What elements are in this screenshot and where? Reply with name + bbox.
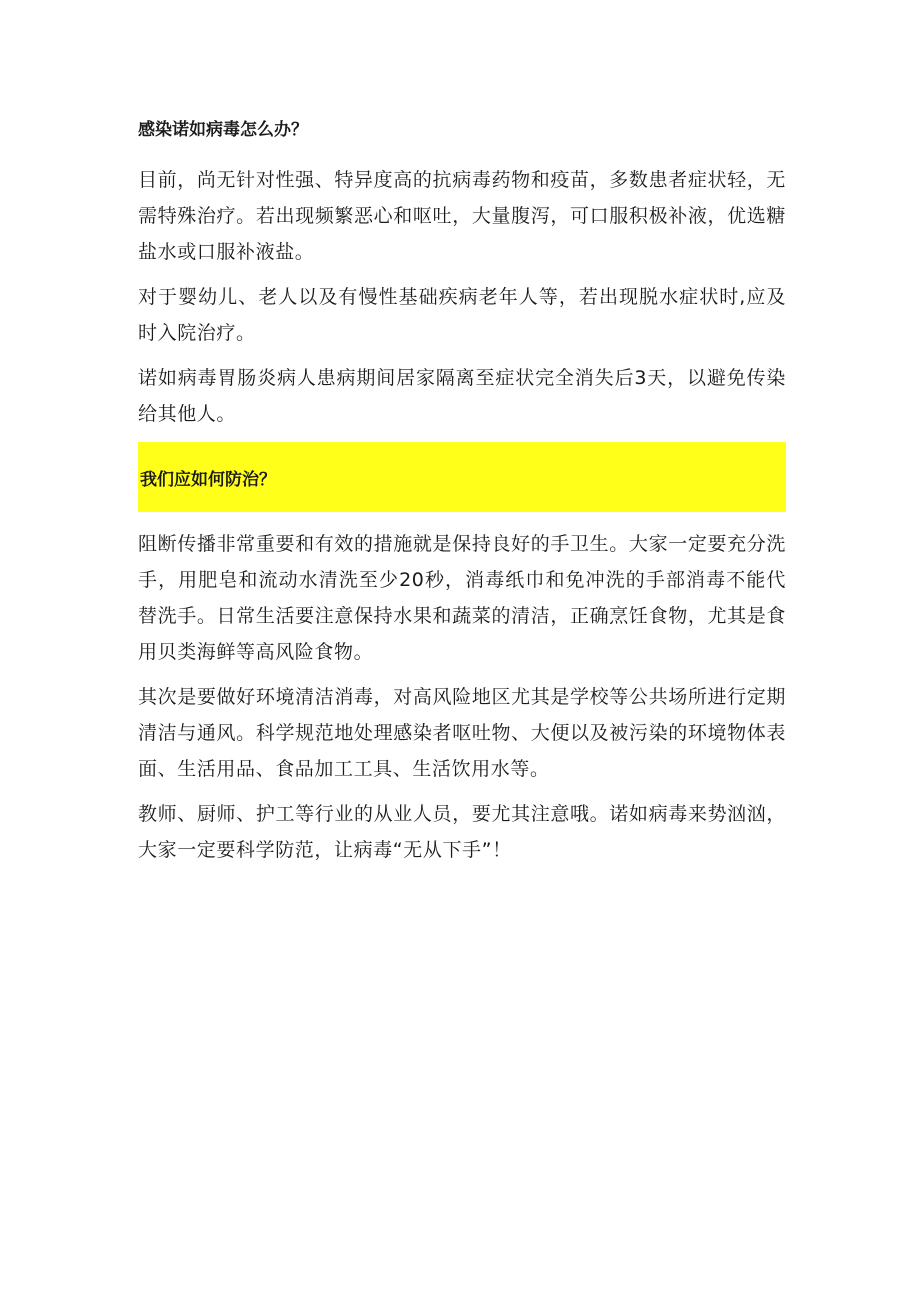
highlighted-heading-band [138, 442, 786, 512]
paragraph-environment-cleaning: 其次是要做好环境清洁消毒，对高风险地区尤其是学校等公共场所进行定期清洁与通风。科学规范地处理感染者呕吐物、大便以及被污染的环境物体表面、生活用品、食品加工工具、生活饮用水等。 [138, 686, 786, 780]
section-heading-prevention: 我们应如何防治？ [140, 470, 276, 490]
paragraph-vulnerable-groups: 对于婴幼儿、老人以及有慢性基础疾病老年人等，若出现脱水症状时,应及时入院治疗。 [138, 286, 786, 344]
paragraph-treatment: 目前，尚无针对性强、特异度高的抗病毒药物和疫苗，多数患者症状轻，无需特殊治疗。若出现频繁恶心和呕吐，大量腹泻，可口服积极补液，优选糖盐水或口服补液盐。 [138, 169, 786, 263]
paragraph-isolation: 诺如病毒胃肠炎病人患病期间居家隔离至症状完全消失后3天，以避免传染给其他人。 [138, 367, 786, 425]
paragraph-workers-notice: 教师、厨师、护工等行业的从业人员，要尤其注意哦。诺如病毒来势汹汹，大家一定要科学防范，让病毒“无从下手”！ [138, 803, 786, 861]
paragraph-hand-hygiene: 阻断传播非常重要和有效的措施就是保持良好的手卫生。大家一定要充分洗手，用肥皂和流动水清洗至少20秒，消毒纸巾和免冲洗的手部消毒不能代替洗手。日常生活要注意保持水果和蔬菜的清洁，正确烹饪食物，尤其是食用贝类海鲜等高风险食物。 [138, 533, 786, 663]
section-heading-infection: 感染诺如病毒怎么办？ [138, 120, 308, 140]
document-page [138, 110, 786, 877]
